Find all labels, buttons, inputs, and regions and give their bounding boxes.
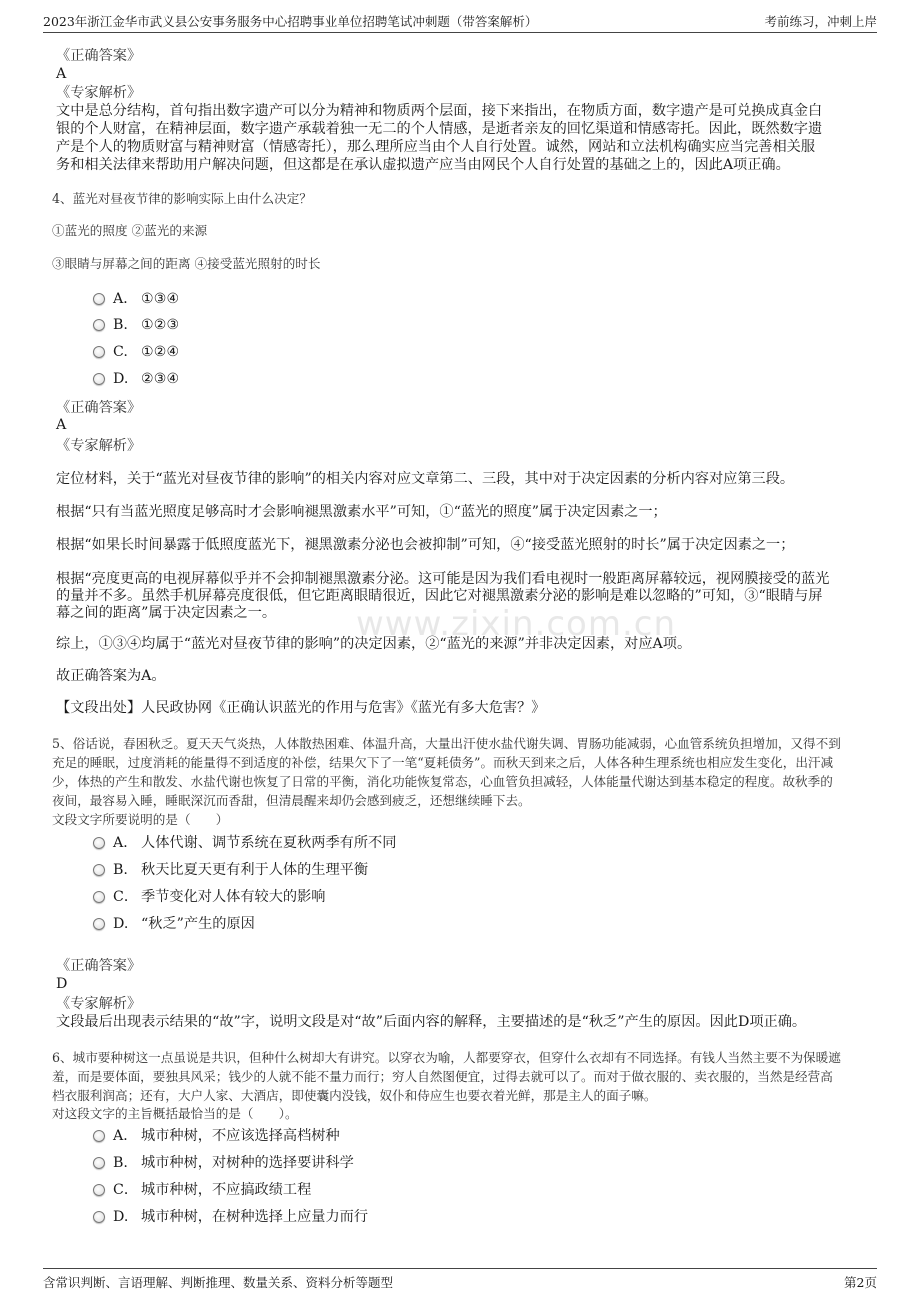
document-title: 2023年浙江金华市武义县公安事务服务中心招聘事业单位招聘笔试冲刺题（带答案解析） xyxy=(43,14,538,29)
option-letter: D. xyxy=(113,371,129,387)
watermark: www.zixin.com.cn xyxy=(356,604,676,644)
question-prompt: 文段文字所要说明的是（ ） xyxy=(52,812,229,827)
question-text: 充足的睡眠，过度消耗的能量得不到适度的补偿，结果欠下了一笔“夏耗债务”。而秋天到来之后，人体各种生理系统也相应发生变化，出汗减 xyxy=(52,755,834,770)
analysis-line: 文中是总分结构，首句指出数字遗产可以分为精神和物质两个层面，接下来指出，在物质方面，数字遗产是可兑换成真金白 xyxy=(56,103,823,119)
answer-label: 《正确答案》 xyxy=(56,958,142,974)
option-d[interactable] xyxy=(93,1208,368,1226)
option-text: 城市种树，在树种选择上应量力而行 xyxy=(141,1209,369,1225)
option-text: 城市种树，对树种的选择要讲科学 xyxy=(141,1155,354,1171)
analysis-paragraph: 定位材料，关于“蓝光对昼夜节律的影响”的相关内容对应文章第二、三段，其中对于决定因素的分析内容对应第三段。 xyxy=(56,471,795,487)
option-letter: C． xyxy=(113,889,139,905)
option-text: ①②④ xyxy=(141,344,180,360)
option-text: ②③④ xyxy=(141,371,180,387)
radio-button-icon[interactable] xyxy=(93,864,105,876)
answer-value: A xyxy=(56,417,67,433)
option-a[interactable] xyxy=(93,834,396,852)
source-citation: 【文段出处】人民政协网《正确认识蓝光的作用与危害》《蓝光有多大危害？》 xyxy=(56,700,546,716)
analysis-label: 《专家解析》 xyxy=(56,996,142,1012)
analysis-paragraph: 根据“亮度更高的电视屏幕似乎并不会抑制褪黑激素分泌。这可能是因为我们看电视时一般距离屏幕较远，视网膜接受的蓝光 xyxy=(56,571,830,587)
radio-button-icon[interactable] xyxy=(93,373,105,385)
option-b[interactable] xyxy=(93,1154,354,1172)
question-text: 6、城市要种树这一点虽说是共识，但种什么树却大有讲究。以穿衣为喻，人都要穿衣，但穿什么衣却有不同选择。有钱人当然主要不为保暖遮 xyxy=(52,1050,841,1065)
analysis-paragraph: 的量并不多。虽然手机屏幕亮度很低，但它距离眼睛很近，因此它对褪黑激素分泌的影响是难以忽略的”可知，③“眼睛与屏 xyxy=(56,588,823,604)
radio-button-icon[interactable] xyxy=(93,1130,105,1142)
radio-button-icon[interactable] xyxy=(93,918,105,930)
radio-button-icon[interactable] xyxy=(93,1157,105,1169)
answer-value: D xyxy=(56,976,68,992)
answer-value: A xyxy=(56,66,67,82)
answer-label: 《正确答案》 xyxy=(56,48,142,64)
statement-line: ③眼睛与屏幕之间的距离 ④接受蓝光照射的时长 xyxy=(52,256,321,271)
option-letter: B. xyxy=(113,1155,128,1171)
option-text: ①③④ xyxy=(141,291,180,307)
option-letter: A． xyxy=(113,291,138,307)
question-text: 夜间，最容易入睡，睡眠深沉而香甜，但清晨醒来却仍会感到疲乏，还想继续睡下去。 xyxy=(52,793,531,808)
radio-button-icon[interactable] xyxy=(93,319,105,331)
radio-button-icon[interactable] xyxy=(93,1184,105,1196)
option-text: 人体代谢、调节系统在夏秋两季有所不同 xyxy=(141,835,397,851)
option-letter: A． xyxy=(113,835,138,851)
option-c[interactable] xyxy=(93,888,325,906)
answer-label: 《正确答案》 xyxy=(56,400,142,416)
option-letter: C. xyxy=(113,344,128,360)
footer-subjects: 含常识判断、言语理解、判断推理、数量关系、资料分析等题型 xyxy=(43,1275,394,1290)
option-d[interactable] xyxy=(93,915,255,933)
question-text: 4、蓝光对昼夜节律的影响实际上由什么决定？ xyxy=(52,191,312,206)
analysis-label: 《专家解析》 xyxy=(56,438,142,454)
analysis-paragraph: 故正确答案为A。 xyxy=(56,668,166,684)
option-letter: A． xyxy=(113,1128,138,1144)
analysis-line: 银的个人财富，在精神层面，数字遗产承载着独一无二的个人情感，是逝者亲友的回忆渠道和情感寄托。因此，既然数字遗 xyxy=(56,121,823,137)
option-b[interactable] xyxy=(93,316,179,334)
option-letter: D. xyxy=(113,916,129,932)
header-slogan: 考前练习，冲刺上岸 xyxy=(764,14,877,29)
analysis-label: 《专家解析》 xyxy=(56,85,142,101)
option-c[interactable] xyxy=(93,1181,311,1199)
option-text: 城市种树，不应该选择高档树种 xyxy=(141,1128,340,1144)
analysis-paragraph: 根据“只有当蓝光照度足够高时才会影响褪黑激素水平”可知，①“蓝光的照度”属于决定因素之一； xyxy=(56,504,667,520)
question-prompt: 对这段文字的主旨概括最恰当的是（ ）。 xyxy=(52,1106,298,1121)
option-text: 秋天比夏天更有利于人体的生理平衡 xyxy=(141,862,369,878)
analysis-paragraph: 文段最后出现表示结果的“故”字，说明文段是对“故”后面内容的解释，主要描述的是“秋乏”产生的原因。因此D项正确。 xyxy=(56,1014,807,1030)
question-text: 档衣服利润高；还有，大户人家、大酒店，即使囊内没钱，奴仆和侍应生也要衣着光鲜，那是主人的面子嘛。 xyxy=(52,1088,657,1103)
option-letter: D. xyxy=(113,1209,129,1225)
radio-button-icon[interactable] xyxy=(93,1211,105,1223)
radio-button-icon[interactable] xyxy=(93,891,105,903)
analysis-paragraph: 根据“如果长时间暴露于低照度蓝光下，褪黑激素分泌也会被抑制”可知，④“接受蓝光照射的时长”属于决定因素之一； xyxy=(56,537,795,553)
analysis-paragraph: 幕之间的距离”属于决定因素之一。 xyxy=(56,605,277,621)
option-text: 城市种树，不应搞政绩工程 xyxy=(141,1182,312,1198)
radio-button-icon[interactable] xyxy=(93,293,105,305)
question-text: 少，体热的产生和散发、水盐代谢也恢复了日常的平衡，消化功能恢复常态，心血管负担减轻，人体能量代谢达到基本稳定的程度。故秋季的 xyxy=(52,774,833,789)
analysis-line: 务和相关法律来帮助用户解决问题，但这都是在承认虚拟遗产应当由网民个人自行处置的基础之上的，因此A项正确。 xyxy=(56,157,790,173)
option-letter: C． xyxy=(113,1182,139,1198)
analysis-line: 产是个人的物质财富与精神财富（情感寄托），那么理所应当由个人自行处置。诚然，网站和立法机构确实应当完善相关服 xyxy=(56,139,816,155)
option-b[interactable] xyxy=(93,861,368,879)
option-text: ①②③ xyxy=(141,317,180,333)
option-a[interactable] xyxy=(93,1127,340,1145)
option-letter: B. xyxy=(113,862,128,878)
page-footer xyxy=(43,1268,877,1293)
question-text: 羞，而是要体面，要独具风采；钱少的人就不能不量力而行；穷人自然图便宜，过得去就可以了。而对于做衣服的、卖衣服的，当然是经营高 xyxy=(52,1069,833,1084)
option-text: 季节变化对人体有较大的影响 xyxy=(141,889,326,905)
option-letter: B. xyxy=(113,317,128,333)
page-number: 第2页 xyxy=(844,1275,877,1290)
analysis-paragraph: 综上，①③④均属于“蓝光对昼夜节律的影响”的决定因素，②“蓝光的来源”并非决定因素，对应A项。 xyxy=(56,636,692,652)
question-text: 5、俗话说，春困秋乏。夏天天气炎热，人体散热困难、体温升高，大量出汗使水盐代谢失调、胃肠功能减弱，心血管系统负担增加，又得不到 xyxy=(52,736,841,751)
statement-line: ①蓝光的照度 ②蓝光的来源 xyxy=(52,223,208,238)
option-text: “秋乏”产生的原因 xyxy=(141,916,255,932)
option-d[interactable] xyxy=(93,370,179,388)
option-c[interactable] xyxy=(93,343,179,361)
page-header xyxy=(43,10,877,33)
option-a[interactable] xyxy=(93,290,179,308)
radio-button-icon[interactable] xyxy=(93,346,105,358)
radio-button-icon[interactable] xyxy=(93,837,105,849)
